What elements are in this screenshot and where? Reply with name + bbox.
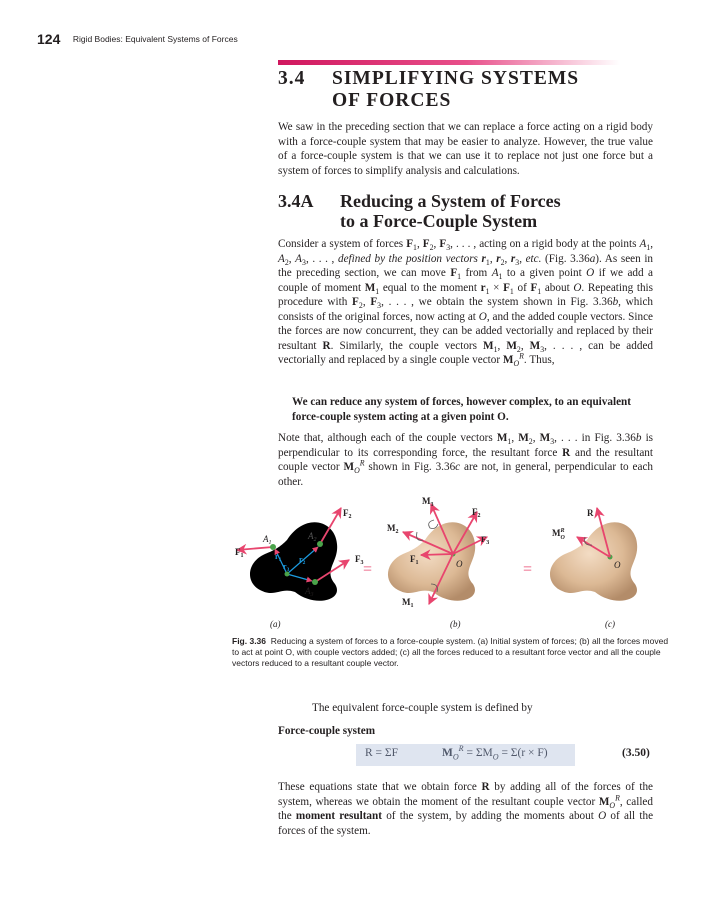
panel-label-c: (c): [605, 619, 615, 629]
figure-caption: [232, 636, 672, 670]
figure-label: Fig. 3.36: [232, 636, 267, 646]
point-A2: [317, 541, 323, 547]
closing-end: of the system, by adding the moments about: [386, 810, 594, 822]
section-heading: [278, 68, 658, 112]
force-F1-b: [421, 554, 453, 555]
subsection-title-line1: Reducing a System of Forces: [340, 191, 561, 211]
section-accent-bar: [278, 60, 620, 65]
label-A2: $A_2$: [308, 531, 317, 543]
closing-term: moment resultant: [295, 810, 382, 822]
label-r3: $r_3$: [283, 562, 290, 573]
equation-lead-in: The equivalent force-couple system is defined by: [312, 702, 533, 714]
label-F1-a: $F_1$: [235, 547, 244, 559]
running-title: Rigid Bodies: Equivalent Systems of Forces: [72, 34, 238, 44]
subsection-heading: [278, 191, 658, 231]
figure-3-36: [225, 492, 665, 632]
label-F1-b: $F_1$: [410, 554, 419, 566]
closing-prefix: These equations state that we obtain force: [278, 781, 477, 793]
equation-right-end: = Σ(r × F): [501, 747, 548, 759]
section-title-line2: OF FORCES: [332, 90, 452, 111]
page-number: 124: [37, 31, 61, 47]
force-F1-a: [237, 547, 273, 550]
section-title-line1: SIMPLIFYING SYSTEMS: [332, 68, 580, 89]
label-F3-a: $F_3$: [355, 554, 364, 566]
figure-caption-text: Reducing a system of forces to a force-couple system. (a) Initial system of forces; (b) all the forces moved to act at point O, with couple vectors added; (c) all the forces reduced to a resultant force vector and all the couple vectors reduced to a resultant couple vector.: [232, 636, 669, 669]
equation-right: $M_O^R = \Sigma M_O = \Sigma(r \times F)$: [442, 744, 548, 762]
subsection-number: 3.4A: [278, 191, 314, 211]
label-A1: $A_1$: [263, 534, 272, 546]
body-paragraph-1: Consider a system of forces $F_1$, $F_2$, $F_3$, . . . , acting on a rigid body at the points $A_1$, $A_2$, $A_3$, . . . , defined by the position vectors $r_1$, $r_2$, $r_3$, etc. (Fig. 3.36a). As seen in the preceding section, we can move $F_1$ from $A_1$ to a given point O if we add a couple of moment $M_1$ equal to the moment $r_1 \times F_1$ of $F_1$ about O. Repeating this procedure with $F_2$, $F_3$, . . . , we obtain the system shown in Fig. 3.36b, which consists of the original forces, now acting at O, and the added couple vectors. Since the forces are now concurrent, they can be added vectorially and replaced by their resultant R. Similarly, the couple vectors $M_1$, $M_2$, $M_3$, . . . , can be added vectorially and replaced by a single couple vector $M_O^R$. Thus,: [278, 238, 654, 369]
label-O-c: O: [614, 560, 621, 570]
label-A3: $A_3$: [305, 586, 314, 598]
label-R-c: R: [587, 508, 594, 518]
body-paragraph-2: Note that, although each of the couple vectors $M_1$, $M_2$, $M_3$, . . . in Fig. 3.36b is perpendicular to its corresponding force, the resultant force R and the resultant couple vector $M_O^R$ shown in Fig. 3.36c are not, in general, perpendicular to each other.: [278, 432, 654, 488]
panel-label-a: (a): [270, 619, 281, 629]
equals-sign-2: =: [523, 561, 533, 578]
closing-mid: by adding all of the forces of the system, whereas we obtain the moment of the resultant couple vector: [278, 781, 654, 808]
couple-arc-M3: [429, 520, 438, 529]
equals-sign-1: =: [363, 561, 373, 578]
label-r2: $r_2$: [299, 555, 306, 566]
label-M1-b: $M_1$: [402, 597, 414, 609]
intro-paragraph: We saw in the preceding section that we can replace a force acting on a rigid body with a force-couple system that may be easier to analyze. However, the true value of a force-couple system is that we can use it to replace not just one force but a system of forces to simplify analysis and calculations.: [278, 121, 653, 177]
key-statement: We can reduce any system of forces, however complex, to an equivalent force-couple system acting at a given point O.: [292, 396, 631, 423]
point-A3: [312, 579, 318, 585]
label-F3-b: $F_3$: [481, 534, 490, 546]
closing-paragraph: These equations state that we obtain force R by adding all of the forces of the system, whereas we obtain the moment of the resultant couple vector $M_O^R$, called the moment resultant of the system, by adding the moments about O of all the forces of the system.: [278, 781, 654, 837]
label-F2-a: $F_2$: [343, 508, 352, 520]
equation-right-tail: = ΣM: [466, 747, 493, 759]
running-header: [37, 31, 238, 49]
label-MOR-c: $M^R$ O: [552, 528, 565, 541]
label-F2-b: $F_2$: [472, 507, 481, 519]
equation-number: (3.50): [622, 747, 650, 759]
subsection-title-line2: to a Force-Couple System: [340, 211, 538, 231]
label-r1: $r_1$: [275, 552, 282, 563]
closing-last: of all the forces of the system.: [278, 810, 654, 837]
panel-label-b: (b): [450, 619, 461, 629]
equation-heading: Force-couple system: [278, 725, 376, 737]
label-O-b: O: [456, 559, 463, 569]
section-number: 3.4: [278, 68, 306, 89]
label-M3-b: $M_3$: [422, 496, 434, 508]
equation-left: R = ΣF: [365, 747, 398, 759]
label-M2-b: $M_2$: [387, 523, 399, 535]
